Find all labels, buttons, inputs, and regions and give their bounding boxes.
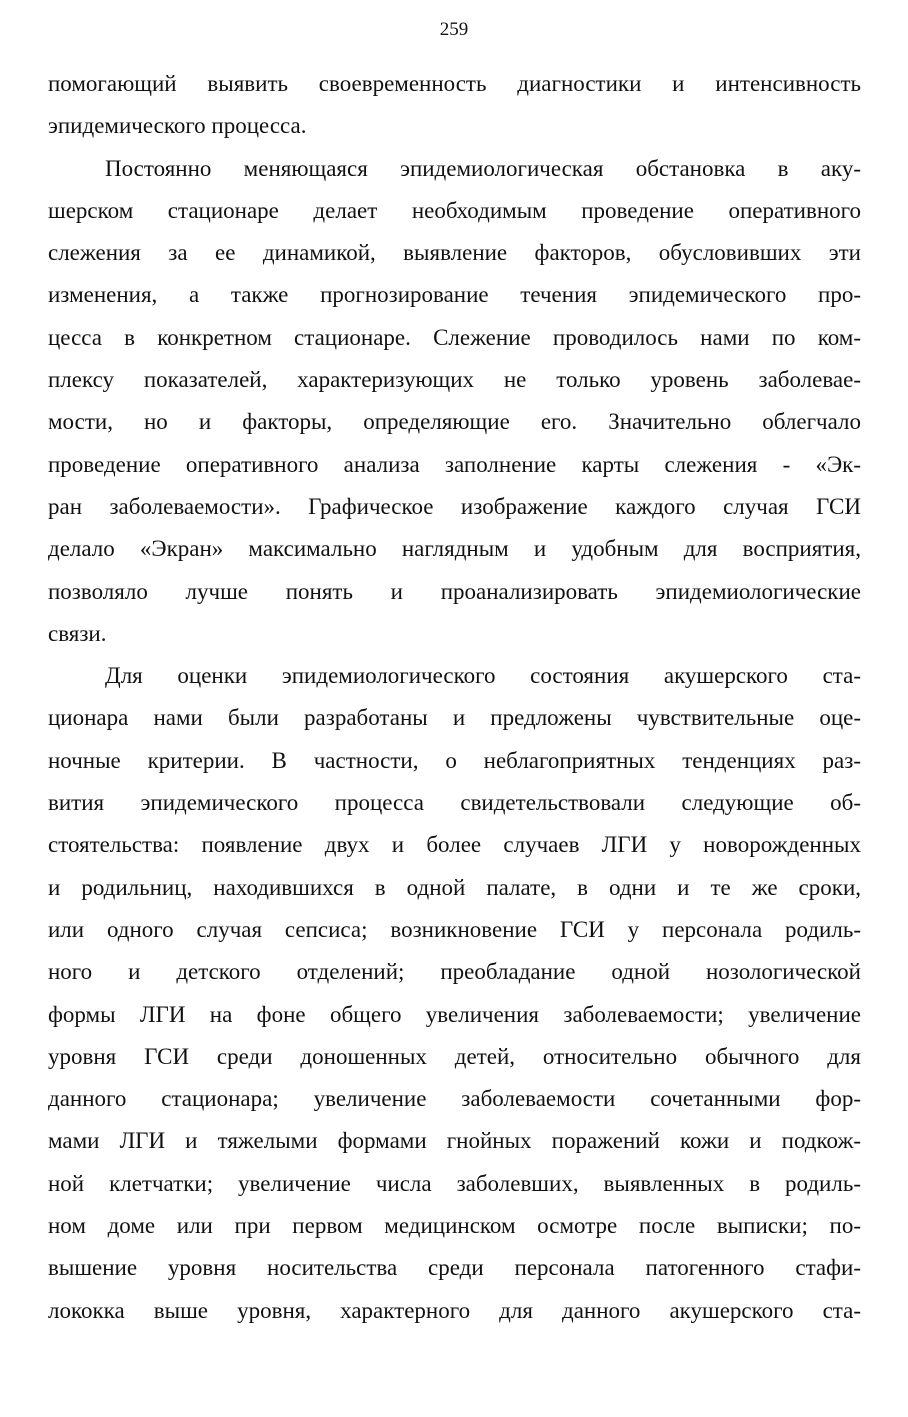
text-line: уровня ГСИ среди доношенных детей, относительно обычного для — [48, 1043, 861, 1069]
text-line: ран заболеваемости». Графическое изображение каждого случая ГСИ — [48, 493, 861, 519]
text-line: помогающий выявить своевременность диагностики и интенсивность — [48, 71, 861, 96]
text-line: мами ЛГИ и тяжелыми формами гнойных поражений кожи и подкож- — [48, 1128, 861, 1154]
text-line: и родильниц, находившихся в одной палате, в одни и те же сроки, — [48, 874, 861, 900]
text-line: шерском стационаре делает необходимым проведение оперативного — [48, 197, 861, 223]
text-line: данного стационара; увеличение заболеваемости сочетанными фор- — [48, 1086, 861, 1112]
text-line: вития эпидемического процесса свидетельствовали следующие об- — [48, 790, 861, 816]
text-line: слежения за ее динамикой, выявление факторов, обусловивших эти — [48, 240, 861, 266]
text-line: ном доме или при первом медицинском осмотре после выписки; по- — [48, 1213, 861, 1239]
text-line: мости, но и факторы, определяющие его. Значительно облегчало — [48, 409, 861, 435]
text-line: плексу показателей, характеризующих не только уровень заболевае- — [48, 367, 861, 393]
text-line: ночные критерии. В частности, о неблагоприятных тенденциях раз- — [48, 747, 861, 773]
text-line: делало «Экран» максимально наглядным и удобным для восприятия, — [48, 536, 861, 562]
text-line: Постоянно меняющаяся эпидемиологическая обстановка в аку- — [105, 155, 861, 181]
text-line: ной клетчатки; увеличение числа заболевших, выявленных в родиль- — [48, 1170, 861, 1196]
text-line: изменения, а также прогнозирование течения эпидемического про- — [48, 282, 861, 308]
text-line: проведение оперативного анализа заполнение карты слежения - «Эк- — [48, 451, 861, 477]
page-number: 259 — [439, 19, 469, 40]
text-line: связи. — [48, 620, 107, 646]
text-line: ционара нами были разработаны и предложены чувствительные оце- — [48, 705, 861, 731]
text-line: формы ЛГИ на фоне общего увеличения заболеваемости; увеличение — [48, 1001, 861, 1027]
text-line: ного и детского отделений; преобладание одной нозологической — [48, 959, 861, 985]
text-line: вышение уровня носительства среди персонала патогенного стафи- — [48, 1255, 861, 1281]
text-line: стоятельства: появление двух и более случаев ЛГИ у новорожденных — [48, 832, 861, 858]
text-line: цесса в конкретном стационаре. Слежение проводилось нами по ком- — [48, 324, 861, 350]
text-line: или одного случая сепсиса; возникновение ГСИ у персонала родиль- — [48, 916, 861, 942]
text-line: эпидемического процесса. — [48, 113, 307, 139]
body-text — [48, 63, 861, 1332]
text-line: лококка выше уровня, характерного для данного акушерского ста- — [48, 1297, 861, 1323]
text-line: Для оценки эпидемиологического состояния акушерского ста- — [105, 663, 861, 689]
text-line: позволяло лучше понять и проанализировать эпидемиологические — [48, 578, 861, 604]
